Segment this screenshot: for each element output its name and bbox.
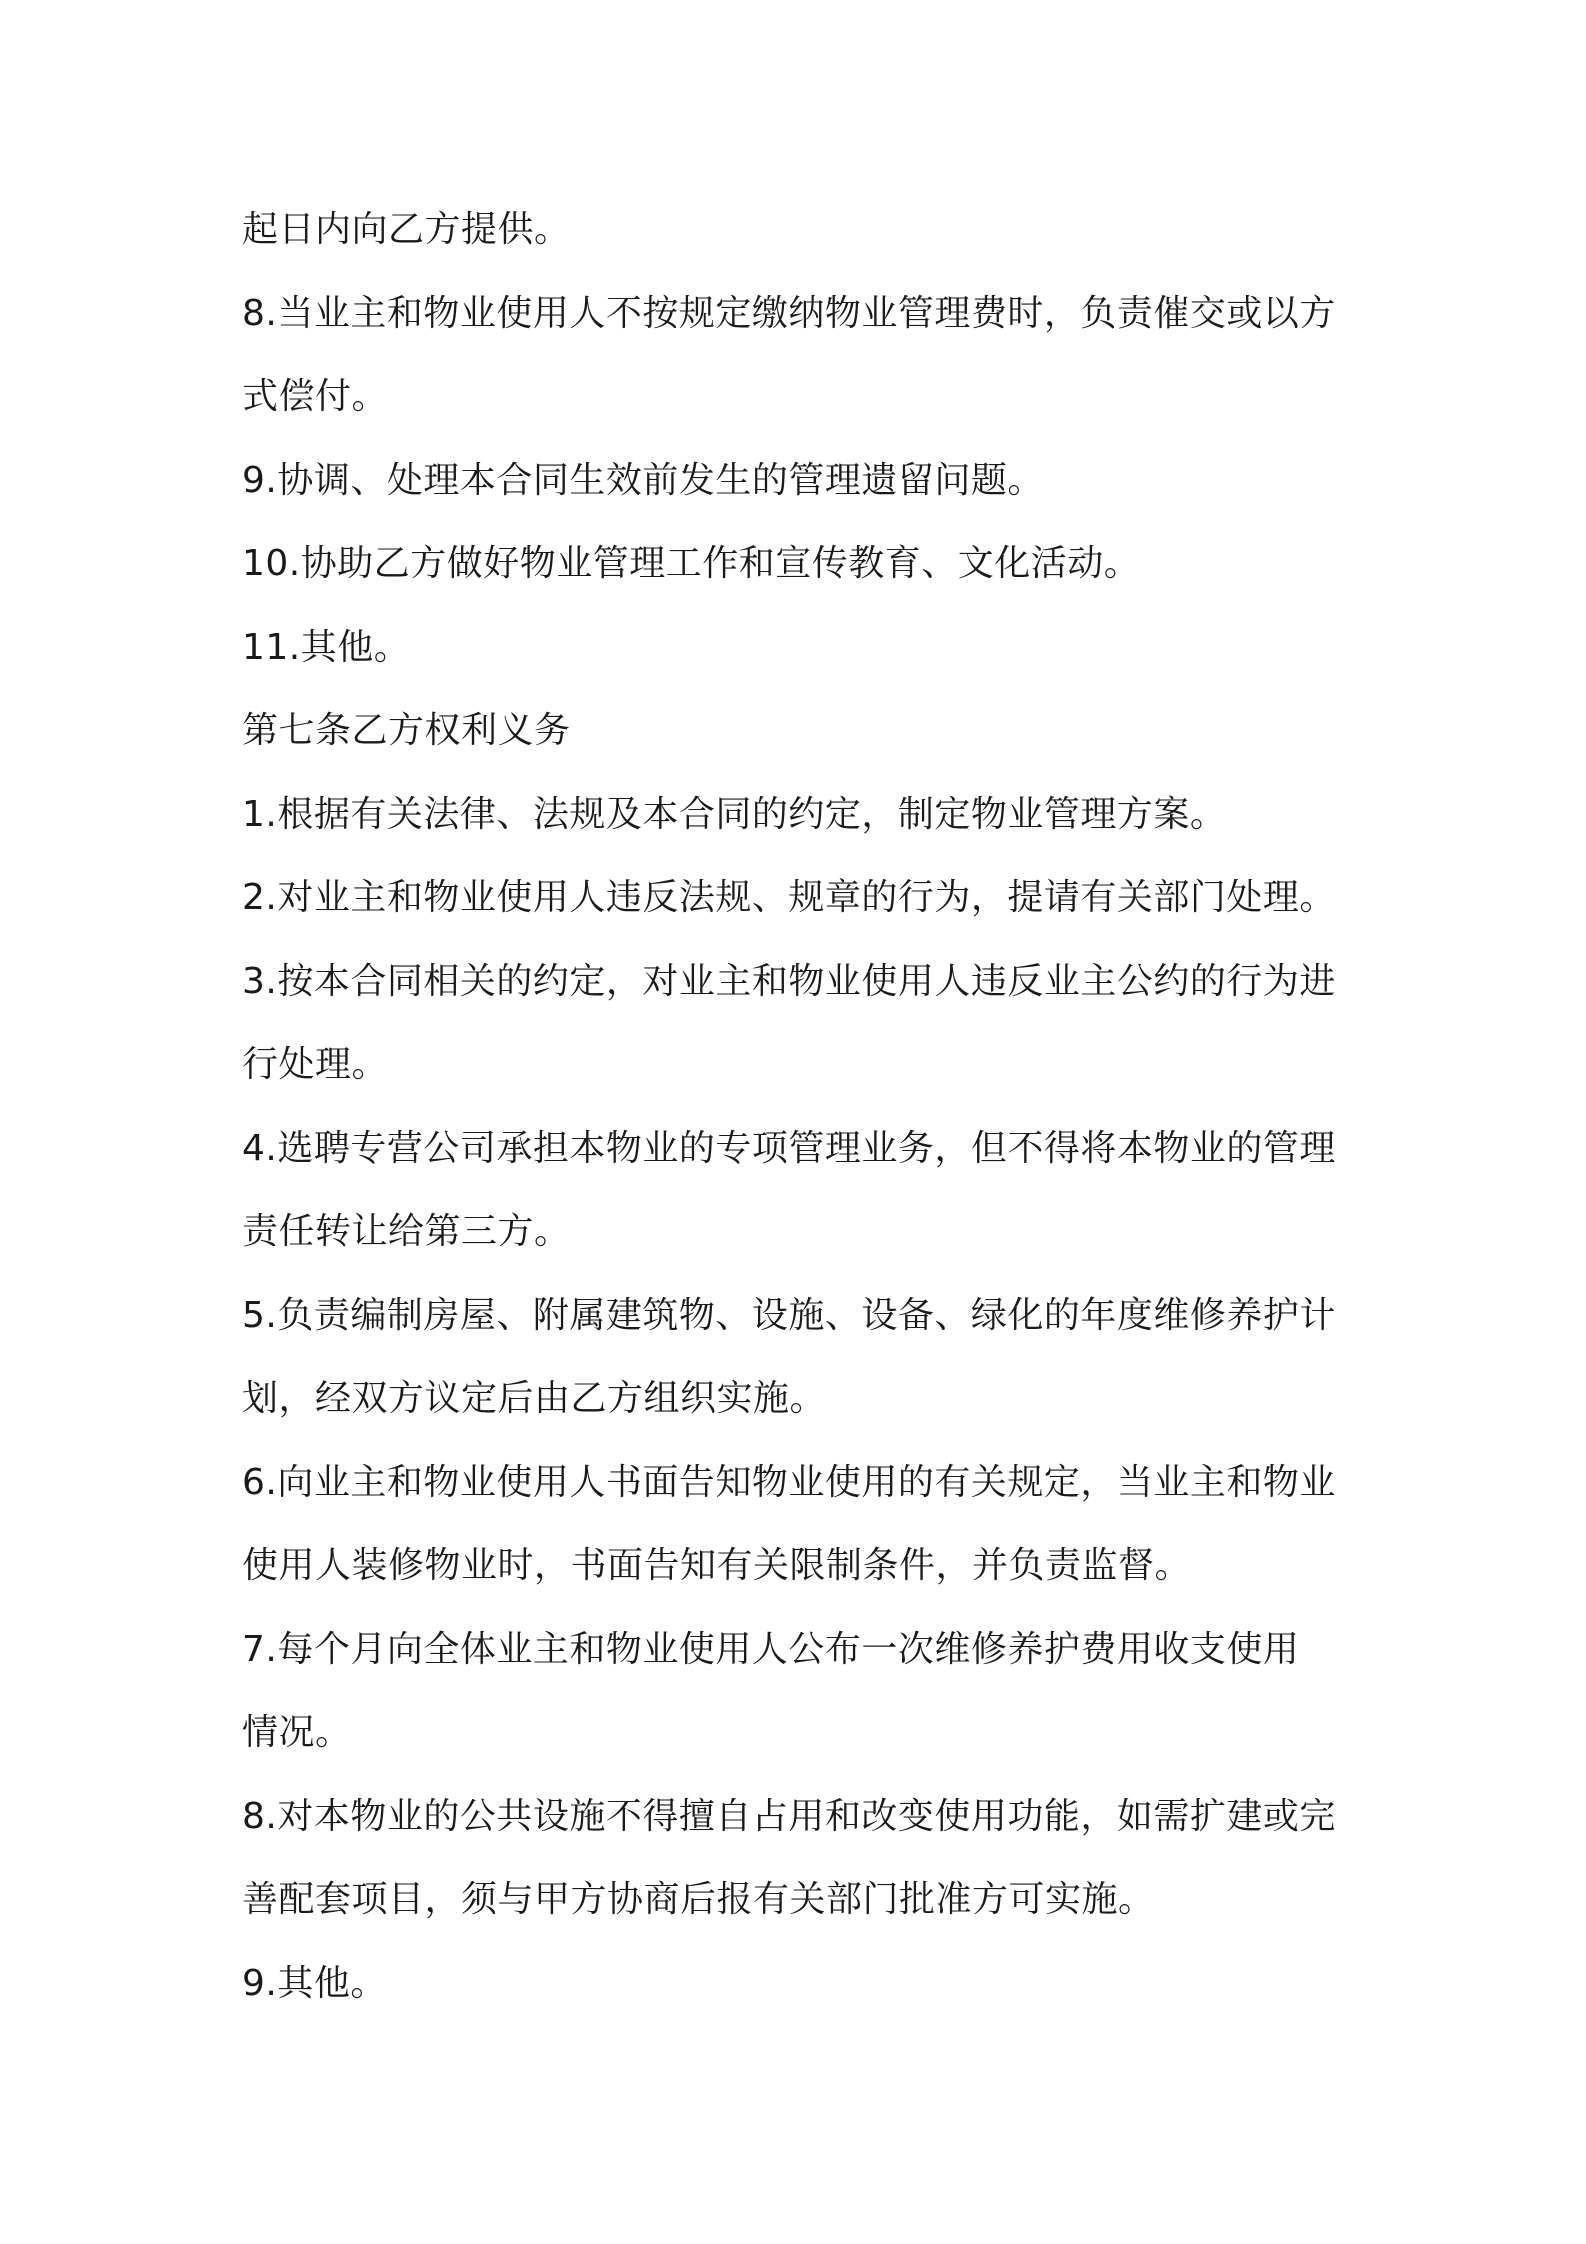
text-line: 10.协助乙方做好物业管理工作和宣传教育、文化活动。 bbox=[242, 543, 1141, 584]
text-line: 1.根据有关法律、法规及本合同的约定，制定物业管理方案。 bbox=[242, 793, 1227, 835]
text-line: 9.其他。 bbox=[242, 1962, 387, 2004]
text-line: 式偿付。 bbox=[242, 376, 389, 417]
text-line: 8.对本物业的公共设施不得擅自占用和改变使用功能，如需扩建或完 bbox=[242, 1795, 1336, 1837]
text-line: 使用人装修物业时，书面告知有关限制条件，并负责监督。 bbox=[242, 1545, 1192, 1586]
text-line: 2.对业主和物业使用人违反法规、规章的行为，提请有关部门处理。 bbox=[242, 877, 1336, 918]
text-line: 9.协调、处理本合同生效前发生的管理遗留问题。 bbox=[242, 459, 1044, 501]
text-line: 11.其他。 bbox=[242, 626, 411, 668]
text-line: 起日内向乙方提供。 bbox=[242, 209, 571, 250]
text-line: 善配套项目，须与甲方协商后报有关部门批准方可实施。 bbox=[242, 1879, 1155, 1920]
text-line: 5.负责编制房屋、附属建筑物、设施、设备、绿化的年度维修养护计 bbox=[242, 1294, 1336, 1336]
section-heading: 第七条乙方权利义务 bbox=[242, 710, 571, 751]
text-line: 划，经双方议定后由乙方组织实施。 bbox=[242, 1378, 827, 1419]
text-line: 情况。 bbox=[242, 1712, 352, 1753]
text-line: 8.当业主和物业使用人不按规定缴纳物业管理费时，负责催交或以方 bbox=[242, 292, 1336, 334]
text-line: 行处理。 bbox=[242, 1044, 389, 1085]
text-line: 责任转让给第三方。 bbox=[242, 1211, 571, 1252]
contract-text-body bbox=[242, 188, 1362, 2025]
text-line: 4.选聘专营公司承担本物业的专项管理业务，但不得将本物业的管理 bbox=[242, 1127, 1336, 1169]
text-line: 3.按本合同相关的约定，对业主和物业使用人违反业主公约的行为进 bbox=[242, 960, 1336, 1002]
text-line: 7.每个月向全体业主和物业使用人公布一次维修养护费用收支使用 bbox=[242, 1628, 1300, 1670]
text-line: 6.向业主和物业使用人书面告知物业使用的有关规定，当业主和物业 bbox=[242, 1461, 1336, 1503]
